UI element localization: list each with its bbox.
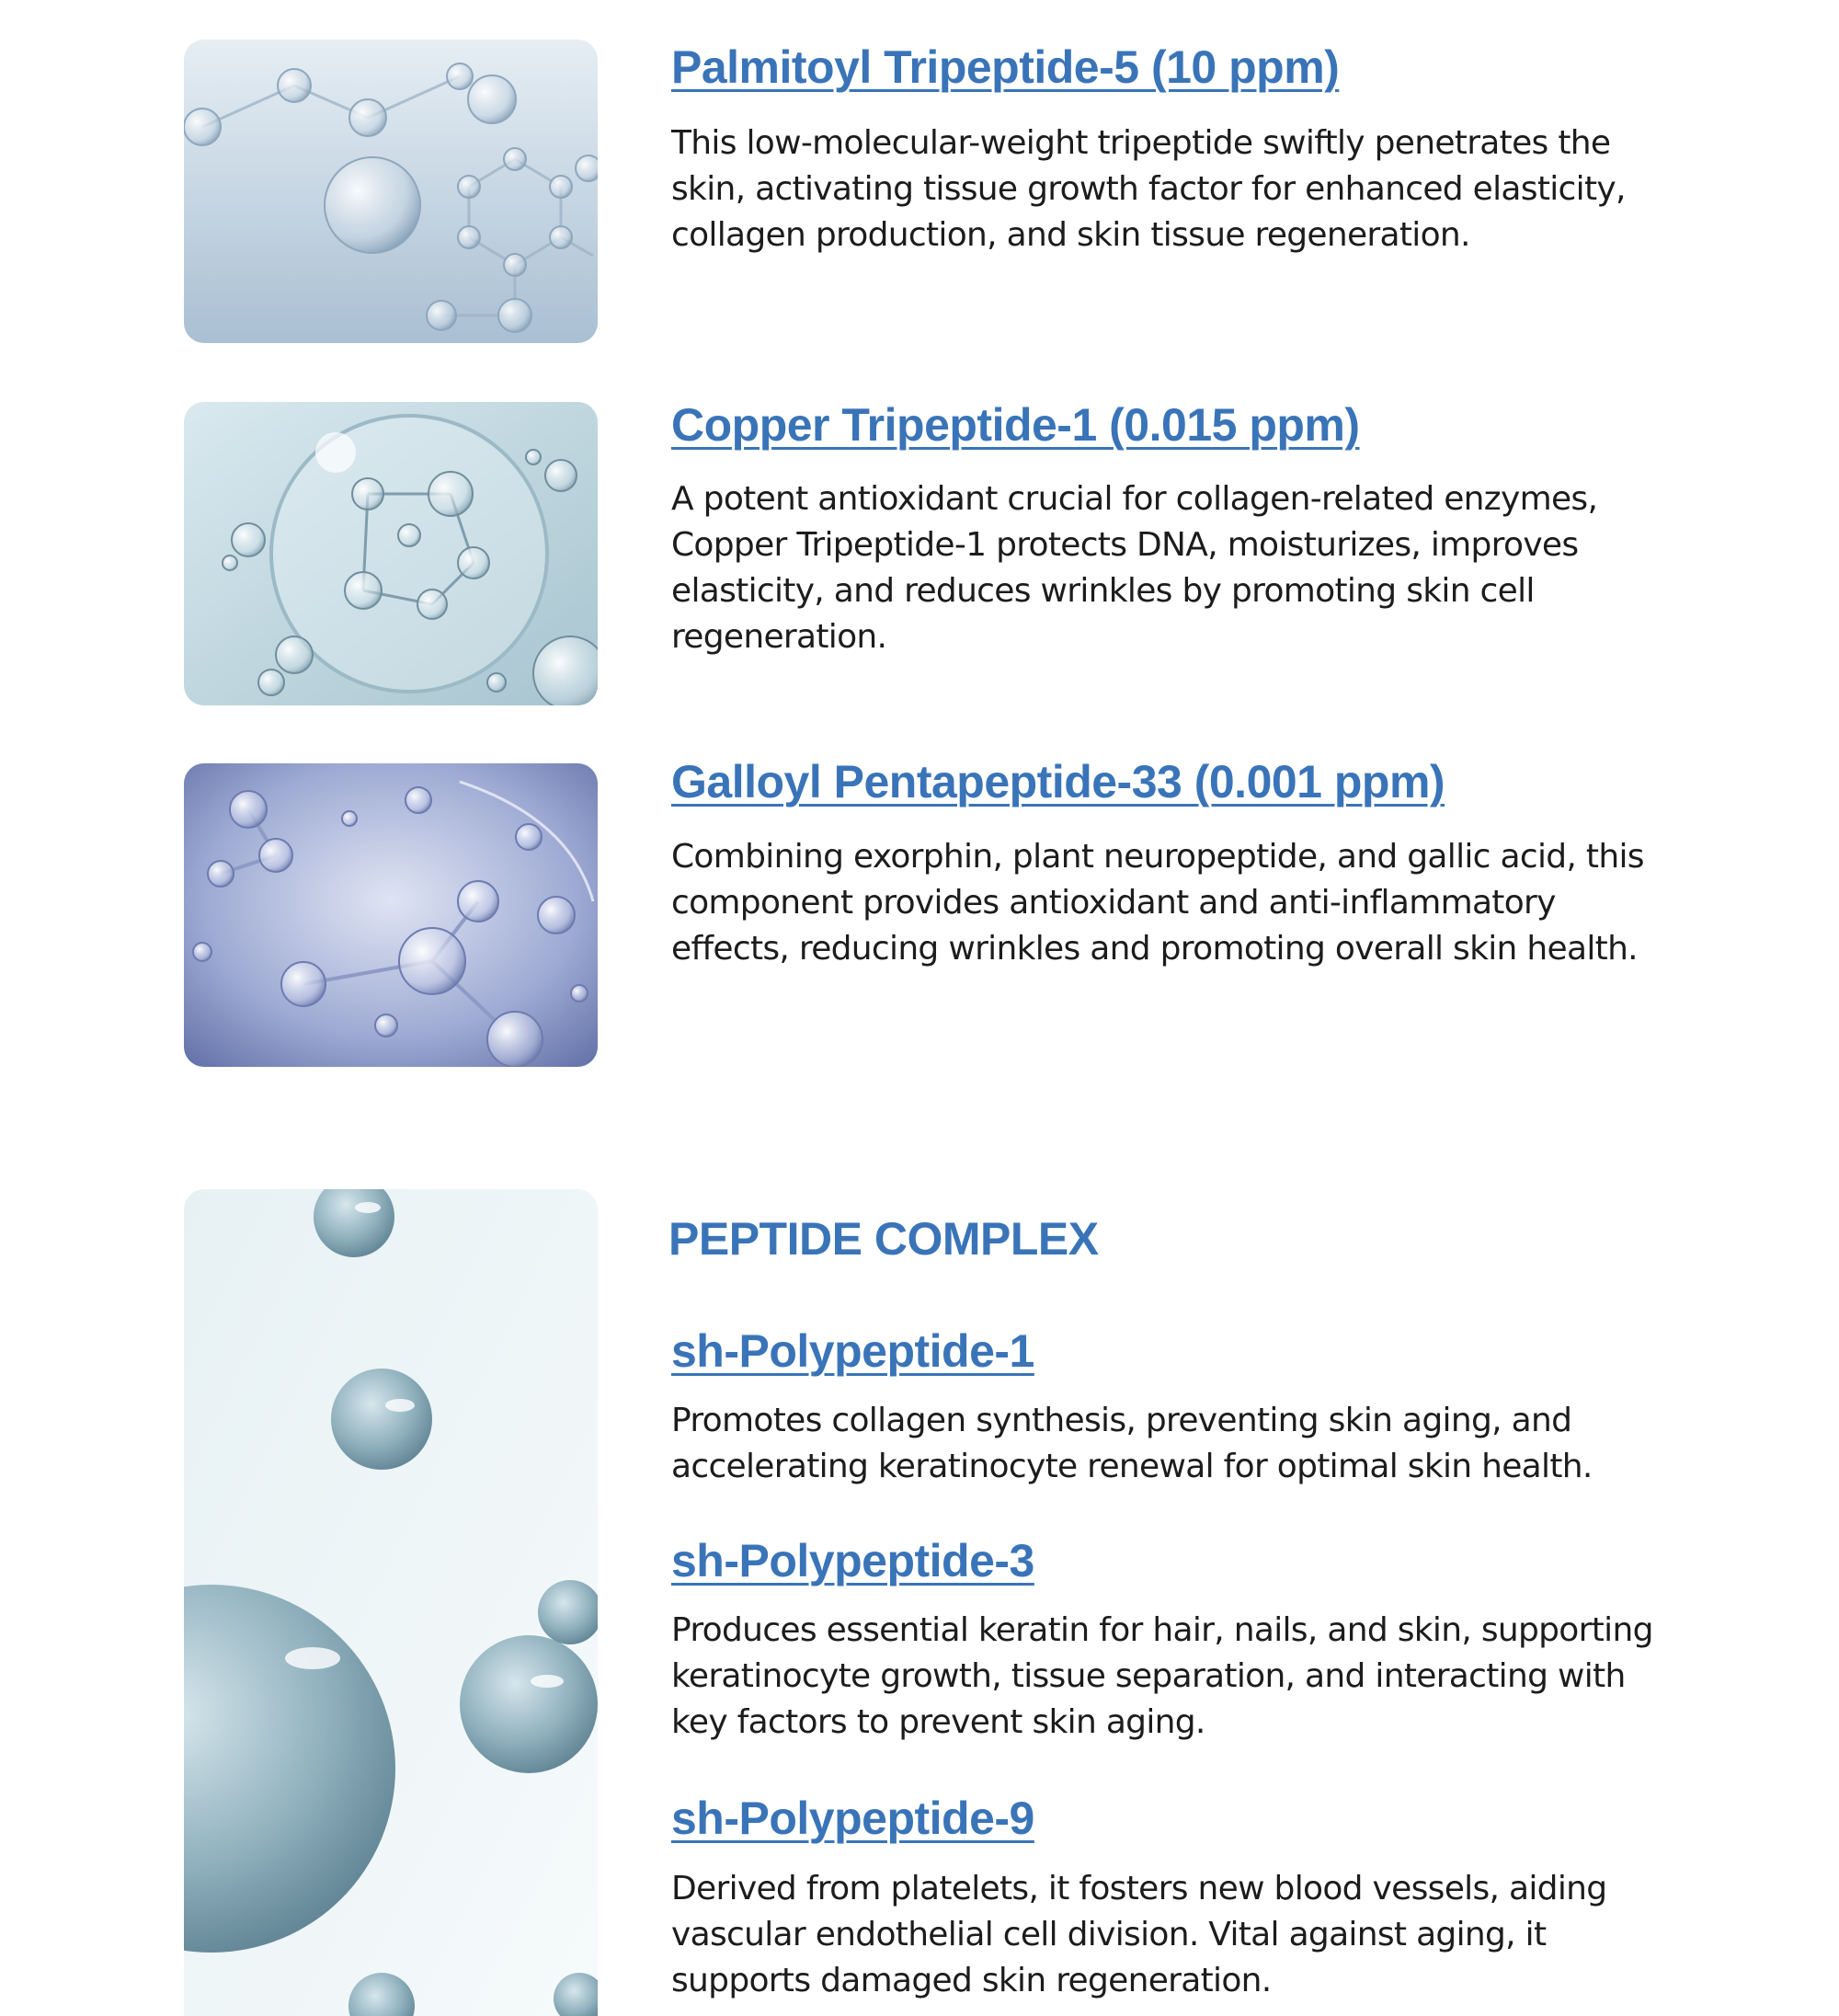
molecule-illustration [184, 402, 598, 705]
ingredient-title-palmitoyl[interactable]: Palmitoyl Tripeptide-5 (10 ppm) [671, 41, 1340, 93]
molecule-image-copper [184, 402, 598, 705]
molecule-illustration [184, 40, 598, 343]
bubbles-illustration [184, 1189, 598, 2016]
molecule-image-palmitoyl [184, 40, 598, 343]
peptide-description-sh-polypeptide-1: Promotes collagen synthesis, preventing skin aging, and accelerating keratinocyte renewal for optimal skin health. [671, 1402, 1593, 1485]
ingredient-description-copper: A potent antioxidant crucial for collagen-related enzymes, Copper Tripeptide-1 protects DNA, moisturizes, improves elasticity, and reduces wrinkles by promoting skin cell regeneration. [671, 480, 1598, 656]
molecule-illustration [184, 763, 598, 1067]
ingredient-title-copper[interactable]: Copper Tripeptide-1 (0.015 ppm) [671, 399, 1360, 451]
peptide-title-sh-polypeptide-9[interactable]: sh-Polypeptide-9 [671, 1793, 1034, 1844]
molecule-image-galloyl [184, 763, 598, 1067]
ingredient-title-galloyl[interactable]: Galloyl Pentapeptide-33 (0.001 ppm) [671, 756, 1445, 808]
ingredient-description-galloyl: Combining exorphin, plant neuropeptide, and gallic acid, this component provides antioxidant and anti-inflammatory effects, reducing wrinkles and promoting overall skin health. [671, 838, 1644, 968]
peptide-title-sh-polypeptide-3[interactable]: sh-Polypeptide-3 [671, 1535, 1034, 1586]
ingredient-description-palmitoyl: This low-molecular-weight tripeptide swiftly penetrates the skin, activating tissue growth factor for enhanced elasticity, collagen production, and skin tissue regeneration. [671, 124, 1626, 254]
peptide-description-sh-polypeptide-9: Derived from platelets, it fosters new blood vessels, aiding vascular endothelial cell division. Vital against aging, it supports damaged skin regeneration. [671, 1870, 1607, 1999]
bubbles-image [184, 1189, 598, 2016]
peptide-description-sh-polypeptide-3: Produces essential keratin for hair, nails, and skin, supporting keratinocyte growth, tissue separation, and interacting with key factors to prevent skin aging. [671, 1611, 1653, 1741]
section-heading-peptide-complex: PEPTIDE COMPLEX [668, 1213, 1099, 1265]
peptide-title-sh-polypeptide-1[interactable]: sh-Polypeptide-1 [671, 1325, 1034, 1377]
